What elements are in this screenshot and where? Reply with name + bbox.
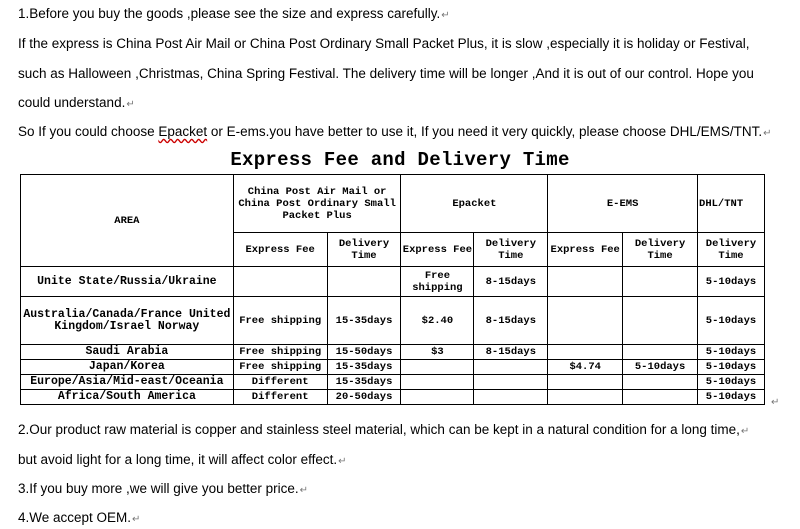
dhl-time-cell: 5-10days [698, 297, 765, 345]
dhl-time-cell: 5-10days [698, 345, 765, 360]
em-fee-header: Express Fee [548, 233, 623, 267]
cp-time-cell: 15-35days [327, 297, 401, 345]
table-row [21, 297, 765, 345]
cp-time-header: Delivery Time [327, 233, 401, 267]
epacket-header: Epacket [401, 175, 548, 233]
paragraph-mark-icon: ↵ [299, 485, 309, 496]
paragraph-material [18, 422, 749, 437]
paragraph-mark-icon: ↵ [338, 456, 347, 467]
epacket-word: Epacket [158, 124, 208, 139]
paragraph-text: or E-ems.you have better to use it, If you need it very quickly, please choose DHL/EMS/TNT. [207, 124, 763, 139]
dhl-time-cell: 5-10days [698, 375, 765, 390]
paragraph-size-notice [18, 6, 450, 21]
paragraph-text: could understand. [18, 95, 126, 110]
cp-time-cell: 20-50days [327, 390, 401, 405]
table-title: Express Fee and Delivery Time [230, 149, 570, 171]
paragraph-text: 2.Our product raw material is copper and stainless steel material, which can be kept in a natural condition for a long time, [18, 422, 740, 437]
area-cell: Australia/Canada/France United Kingdom/Israel Norway [21, 297, 234, 345]
em-fee-cell [548, 345, 623, 360]
em-time-cell [623, 267, 698, 297]
eems-header: E-EMS [548, 175, 698, 233]
ep-fee-cell [401, 375, 474, 390]
ep-time-header: Delivery Time [474, 233, 548, 267]
paragraph-better-price [18, 481, 308, 496]
paragraph-oem [18, 510, 140, 525]
dhl-time-cell: 5-10days [698, 267, 765, 297]
ep-time-cell [474, 375, 548, 390]
paragraph-mark-icon: ↵ [126, 99, 135, 110]
paragraph-text: 3.If you buy more ,we will give you better price. [18, 481, 299, 496]
paragraph-express-slow [18, 36, 750, 51]
cp-fee-cell: Different [233, 390, 327, 405]
em-fee-cell [548, 297, 623, 345]
ep-time-cell: 8-15days [474, 267, 548, 297]
shipping-table [20, 174, 765, 405]
paragraph-avoid-light [18, 452, 347, 467]
area-cell: Saudi Arabia [21, 345, 234, 360]
paragraph-mark-icon: ↵ [740, 426, 750, 437]
ep-fee-cell [401, 390, 474, 405]
em-time-cell [623, 345, 698, 360]
cp-fee-cell: Free shipping [233, 345, 327, 360]
ep-fee-cell: $2.40 [401, 297, 474, 345]
em-time-header: Delivery Time [623, 233, 698, 267]
ep-fee-cell: $3 [401, 345, 474, 360]
area-cell: Unite State/Russia/Ukraine [21, 267, 234, 297]
paragraph-text: 4.We accept OEM. [18, 510, 132, 525]
area-cell: Europe/Asia/Mid-east/Oceania [21, 375, 234, 390]
paragraph-text: So If you could choose [18, 124, 159, 139]
ep-fee-cell: Free shipping [401, 267, 474, 297]
table-row [21, 345, 765, 360]
dhl-time-cell: 5-10days [698, 360, 765, 375]
paragraph-choose-express [18, 124, 772, 139]
dhl-header: DHL/TNT [698, 175, 765, 233]
paragraph-holiday [18, 66, 754, 81]
ep-time-cell [474, 390, 548, 405]
ep-time-cell: 8-15days [474, 345, 548, 360]
paragraph-text: 1.Before you buy the goods ,please see the size and express carefully. [18, 6, 441, 21]
ep-time-cell [474, 360, 548, 375]
area-header: AREA [21, 175, 234, 267]
paragraph-understand [18, 95, 135, 110]
em-time-cell [623, 375, 698, 390]
cp-time-cell: 15-35days [327, 375, 401, 390]
paragraph-mark-icon: ↵ [763, 128, 772, 139]
china-post-header: China Post Air Mail or China Post Ordinary Small Packet Plus [233, 175, 401, 233]
area-cell: Japan/Korea [21, 360, 234, 375]
ep-time-cell: 8-15days [474, 297, 548, 345]
em-fee-cell [548, 375, 623, 390]
paragraph-mark-icon: ↵ [441, 10, 450, 21]
em-time-cell [623, 390, 698, 405]
paragraph-text: but avoid light for a long time, it will affect color effect. [18, 452, 338, 467]
em-fee-cell [548, 390, 623, 405]
cp-time-cell [327, 267, 401, 297]
ep-fee-cell [401, 360, 474, 375]
table-row [21, 267, 765, 297]
ep-fee-header: Express Fee [401, 233, 474, 267]
cp-fee-cell: Free shipping [233, 297, 327, 345]
paragraph-text: If the express is China Post Air Mail or China Post Ordinary Small Packet Plus, it is slow ,especially it is holiday or Festival, [18, 36, 750, 51]
paragraph-mark-icon: ↵ [132, 514, 141, 525]
area-cell: Africa/South America [21, 390, 234, 405]
cp-time-cell: 15-50days [327, 345, 401, 360]
dhl-time-header: Delivery Time [698, 233, 765, 267]
cp-fee-cell: Different [233, 375, 327, 390]
em-time-cell [623, 297, 698, 345]
em-time-cell: 5-10days [623, 360, 698, 375]
paragraph-text: such as Halloween ,Christmas, China Spring Festival. The delivery time will be longer ,And it is out of our control. Hope you [18, 66, 754, 81]
cp-fee-cell: Free shipping [233, 360, 327, 375]
cp-fee-cell [233, 267, 327, 297]
em-fee-cell: $4.74 [548, 360, 623, 375]
table-header-row [21, 175, 765, 233]
table-row [21, 390, 765, 405]
paragraph-mark-icon: ↵ [771, 397, 780, 408]
table-row [21, 375, 765, 390]
dhl-time-cell: 5-10days [698, 390, 765, 405]
cp-fee-header: Express Fee [233, 233, 327, 267]
table-row [21, 360, 765, 375]
em-fee-cell [548, 267, 623, 297]
cp-time-cell: 15-35days [327, 360, 401, 375]
